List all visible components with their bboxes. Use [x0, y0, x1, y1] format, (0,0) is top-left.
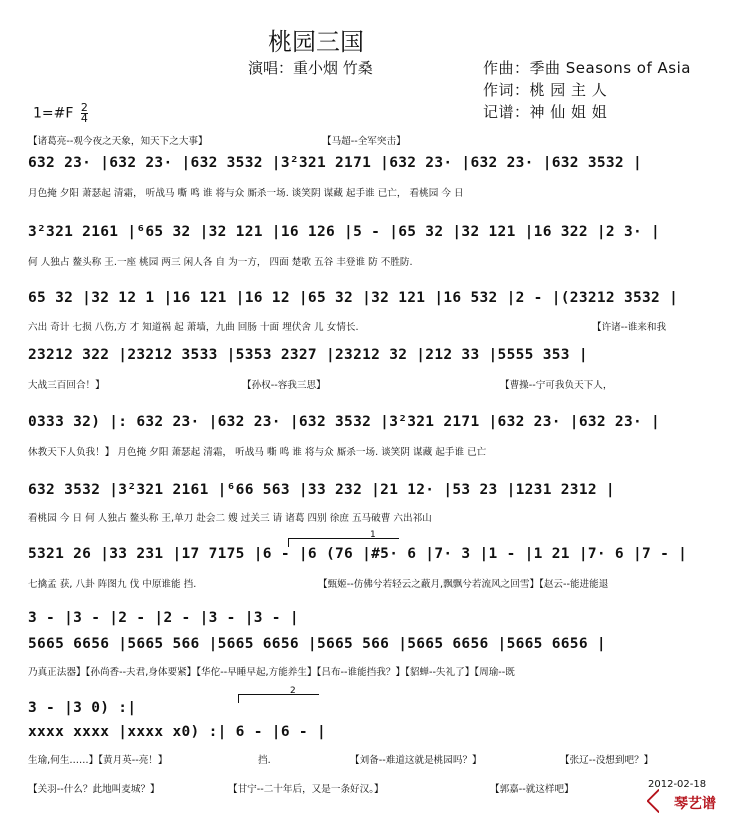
- remark: 【关羽--什么？此地叫麦城？】: [28, 784, 160, 795]
- lyric-line: 挡.: [258, 755, 271, 766]
- logo-text: 琴艺谱: [674, 796, 716, 812]
- notation-line: 3²321 2161 |⁶65 32 |32 121 |16 126 |5 - |65 32 |32 121 |16 322 |2 3· |: [28, 224, 661, 240]
- lyric-line: 何 人独占 鳌头称 王.一座 桃园 两三 闲人各 自 为一方， 四面 楚歌 五谷 丰登谁 防 不胜防.: [28, 257, 413, 268]
- notation-line-upper: 3 - |3 - |2 - |2 - |3 - |3 - |: [28, 610, 299, 626]
- notation-line: 65 32 |32 12 1 |16 121 |16 12 |65 32 |32 121 |16 532 |2 - |(23212 3532 |: [28, 290, 679, 306]
- remark: 【孙权--容我三思】: [242, 380, 326, 391]
- site-logo: [650, 792, 716, 813]
- remark: 【诸葛亮--观今夜之天象，知天下之大事】: [28, 136, 208, 147]
- lyric-line: 生瑜,何生……】【黄月英--亮！】: [28, 755, 168, 766]
- remark: 【郭嘉--就这样吧】: [490, 784, 574, 795]
- notation-line: 5321 26 |33 231 |17 7175 |6 - |6 (76 |#5· 6 |7· 3 |1 - |1 21 |7· 6 |7 - |: [28, 546, 688, 562]
- notation-line-upper: 3 - |3 0) :|: [28, 700, 137, 716]
- key-signature: [33, 103, 88, 124]
- lyricist-credit: 作词：桃 园 主 人: [483, 81, 608, 99]
- key-label: 1=#F: [33, 105, 74, 122]
- time-signature: [81, 103, 88, 124]
- notation-line: 23212 322 |23212 3533 |5353 2327 |23212 32 |212 33 |5555 353 |: [28, 347, 588, 363]
- lyric-line: 看桃园 今 日 何 人独占 鳌头称 王,单刀 赴会二 嫂 过关三 请 诸葛 四别 徐庶 五马破曹 六出祁山: [28, 513, 432, 524]
- remark: 【张辽--没想到吧？】: [560, 755, 654, 766]
- song-title: 桃园三国: [268, 28, 364, 56]
- remark: 【曹操--宁可我负天下人，: [500, 380, 613, 391]
- time-bottom: 4: [80, 112, 88, 125]
- notation-line: 632 23· |632 23· |632 3532 |3²321 2171 |632 23· |632 23· |632 3532 |: [28, 155, 643, 171]
- time-top: 2: [80, 101, 88, 114]
- lyric-line: 六出 奇计 七损 八伤,方 才 知道祸 起 萧墙，九曲 回肠 十面 埋伏舍 儿 女情长.: [28, 322, 359, 333]
- lyric-line: 七擒孟 获, 八卦 阵图九 伐 中原谁能 挡.: [28, 579, 197, 590]
- remark: 【刘备--难道这就是桃园吗？】: [350, 755, 482, 766]
- lyric-line: 乃真正法器】【孙尚香--夫君,身体要紧】【华佗--早睡早起,方能养生】【吕布--谁能挡我？】【貂蝉--失礼了】【周瑜--既: [28, 667, 515, 678]
- date-stamp: 2012-02-18: [648, 779, 707, 790]
- remark: 【甘宁--二十年后，又是一条好汉。】: [228, 784, 384, 795]
- volta-number-2: 2: [290, 686, 296, 696]
- composer-credit: 作曲：季曲 Seasons of Asia: [483, 59, 691, 77]
- remark: 【甄姬--仿佛兮若轻云之蔽月,飘飘兮若流风之回雪】【赵云--能进能退: [318, 579, 609, 590]
- notation-line: xxxx xxxx |xxxx x0) :| 6 - |6 - |: [28, 724, 326, 740]
- lyric-line: 休教天下人负我！】 月色掩 夕阳 萧瑟起 清霜， 听战马 嘶 鸣 谁 将与众 厮杀一场. 谈笑阴 谋藏 起手谁 已亡: [28, 447, 487, 458]
- logo-icon: [646, 788, 671, 813]
- singers: 演唱：重小烟 竹桑: [248, 59, 373, 77]
- remark: 【许诸--谁来和我: [592, 322, 667, 333]
- lyric-line: 月色掩 夕阳 萧瑟起 清霜， 听战马 嘶 鸣 谁 将与众 厮杀一场. 谈笑阴 谋藏 起手谁 已亡， 看桃园 今 日: [28, 188, 464, 199]
- notation-line: 632 3532 |3²321 2161 |⁶66 563 |33 232 |21 12· |53 23 |1231 2312 |: [28, 482, 615, 498]
- volta-number-1: 1: [370, 530, 376, 540]
- volta-bracket-2: [238, 694, 319, 703]
- transcriber-credit: 记谱：神 仙 姐 姐: [483, 103, 608, 121]
- lyric-line: 大战三百回合！】: [28, 380, 105, 391]
- notation-line: 5665 6656 |5665 566 |5665 6656 |5665 566 |5665 6656 |5665 6656 |: [28, 636, 606, 652]
- notation-line: 0333 32) |: 632 23· |632 23· |632 3532 |3²321 2171 |632 23· |632 23· |: [28, 414, 661, 430]
- remark: 【马超--全军突击】: [322, 136, 406, 147]
